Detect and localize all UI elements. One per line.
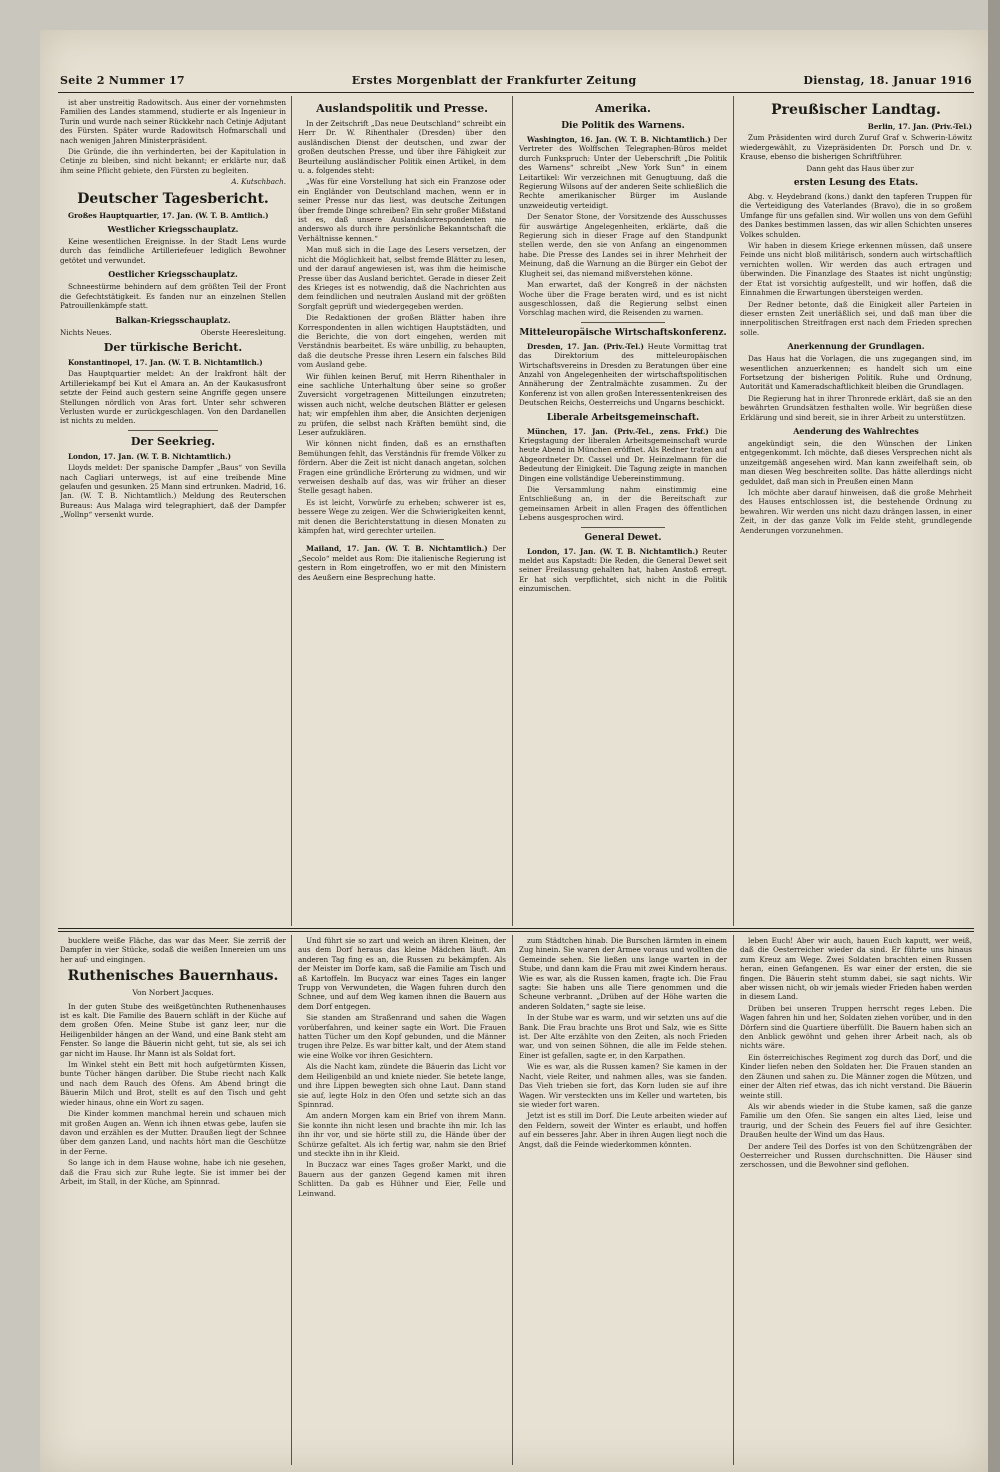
dateline: London, 17. Jan. (W. T. B. Nichtamtlich.) [527,546,699,556]
dateline: London, 17. Jan. (W. T. B. Nichtamtlich.) [68,451,232,461]
article-text: Der Vertreter des Wolffschen Telegraphen-Büros meldet durch Funkspruch: Unter der Ueberschrift „Die Politik des Warnens“ schreibt „New York Sun“ in einem Leitartikel: Wir verzeichnen mit Genugtuung, daß die Regierung Wilsons auf der anderen Seite schließlich die Rechte amerikanischer Bürger im Auslande unzweideutig verteidigt. [519,135,727,210]
article-text: Man muß sich in die Lage des Lesers versetzen, der nicht die Möglichkeit hat, selbst fremde Blätter zu lesen, und der darauf angewiesen ist, was ihm die heimische Presse über das Ausland berichtet. Gerade in dieser Zeit des Krieges ist es notwendig, daß die Nachrichten aus dem feindlichen und neutralen Ausland mit der größten Sorgfalt geprüft und wiedergegeben werden. [298,245,506,311]
article-text: Im Winkel steht ein Bett mit hoch aufgetürmten Kissen, bunte Tücher hängen darüber. Die Stube riecht nach Kalk und nach dem Rauch des Ofens. Am Abend bringt die Bäuerin Milch und Brot, stellt es auf den Tisch und geht wieder hinaus, ohne ein Wort zu sagen. [60,1060,286,1107]
divider [360,539,443,540]
article-text: Jetzt ist es still im Dorf. Die Leute arbeiten wieder auf den Feldern, soweit der Winter es erlaubt, und hoffen auf ein besseres Jahr. Aber in ihren Augen liegt noch die Angst, daß die Feinde wiederkommen könnten. [519,1111,727,1149]
feuilleton-column-3 [519,936,727,1462]
article-title: Preußischer Landtag. [771,102,941,118]
feuilleton-column-1 [60,936,286,1462]
section-title: Balkan-Kriegsschauplatz. [115,314,231,325]
masthead-date: Dienstag, 18. Januar 1916 [803,73,972,87]
article-text: Reuter meldet aus Kapstadt: Die Reden, die General Dewet seit seiner Freilassung gehalten hat, haben Anstoß erregt. Er hat sich verpflichtet, sich nicht in die Politik einzumischen. [519,546,727,594]
column-rule [512,96,513,926]
dateline: Mailand, 17. Jan. (W. T. B. Nichtamtlich.) [306,544,488,554]
article-text: ist aber unstreitig Radowitsch. Aus einer der vornehmsten Familien des Landes stammend, studierte er als Ingenieur in Turin und wurde nach seiner Rückkehr nach Cetinje Adjutant des Fürsten. Später wurde Radowitsch Hofmarschall und nach wenigen Jahren Ministerpräsident. [60,98,286,145]
article-text: Sie standen am Straßenrand und sahen die Wagen vorüberfahren, und keiner sagte ein Wort. Die Frauen hatten Tücher um den Kopf gebunden, und die Männer trugen ihre Pelze. Es war bitter kalt, und der Atem stand wie eine Wolke vor ihren Gesichtern. [298,1013,506,1060]
report-footer [60,328,286,337]
article-text: Keine wesentlichen Ereignisse. In der Stadt Lens wurde durch das feindliche Artilleriefeuer lediglich Bewohner getötet und verwundet. [60,237,286,265]
divider [581,322,664,323]
article-text: Die Versammlung nahm einstimmig eine Entschließung an, in der die Bereitschaft zur gemeinsamen Arbeit in allen Fragen des öffentlichen Lebens ausgesprochen wird. [519,485,727,523]
article-text: Der andere Teil des Dorfes ist von den Schützengräben der Oesterreicher und Russen durchschnitten. Die Häuser sind zerschossen, und die Bewohner sind geflohen. [740,1141,972,1170]
article-text: Es ist leicht, Vorwürfe zu erheben; schwerer ist es, bessere Wege zu zeigen. Wer die Schwierigkeiten kennt, mit denen die Berichterstattung in diesen Monaten zu kämpfen hat, wird gerechter urteilen. [298,497,506,536]
divider [581,527,664,528]
article-title: Mitteleuropäische Wirtschaftskonferenz. [519,327,727,338]
article-text: Schneestürme behindern auf dem größten Teil der Front die Gefechtstätigkeit. Es fanden nur an einzelnen Stellen Patrouillenkämpfe statt. [60,282,286,311]
dateline: Washington, 16. Jan. (W. T. B. Nichtamtlich.) [527,135,711,144]
column-rule [291,935,292,1465]
masthead [60,70,972,90]
byline: Von Norbert Jacques. [132,988,214,998]
article-text: Als die Nacht kam, zündete die Bäuerin das Licht vor dem Heiligenbild an und kniete nieder. Sie betete lange, und ihre Lippen bewegten sich ohne Laut. Dann stand sie auf, legte Holz in den Ofen und setzte sich an das Spinnrad. [298,1062,506,1109]
feuilleton-column-2 [298,936,506,1462]
feuilleton-column-4 [740,936,972,1462]
signature: A. Kutschbach. [231,177,286,187]
article-text: Wir können nicht finden, daß es an ernsthaften Bemühungen fehlt, das Verständnis für fremde Völker zu fördern. Aber die Zeit ist nicht danach angetan, solchen Fragen eine gründliche Erörterung zu widmen, und wir verweisen deshalb auf das, was wir früher an dieser Stelle gesagt haben. [298,439,506,496]
article-text: In Buczacz war eines Tages großer Markt, und die Bauern aus der ganzen Gegend kamen mit ihren Schlitten. Da gab es Hühner und Eier, Felle und Leinwand. [298,1160,506,1198]
article-text: angekündigt sein, die den Wünschen der Linken entgegenkommt. Ich möchte, daß dieses Versprechen nicht als unzeitgemäß angesehen wird. Man kann zweifelhaft sein, ob man diesen Weg beschreiten sollte. Das hätte allerdings nicht geduldet, daß man sich in Preußen einen Mann [740,438,972,486]
article-title: Der türkische Bericht. [103,340,243,354]
masthead-title: Erstes Morgenblatt der Frankfurter Zeitung [351,73,637,87]
article-title: Deutscher Tagesbericht. [77,190,269,207]
article-text: Ein österreichisches Regiment zog durch das Dorf, und die Kinder liefen neben den Soldaten her. Die Frauen standen an den Zäunen und sahen zu. Die Männer zogen die Mützen, und einer der Alten rief etwas, das ich nicht verstand. Die Bäuerin weinte still. [740,1052,972,1100]
section-title: Oestlicher Kriegsschauplatz. [108,269,238,280]
article-text: Wie es war, als die Russen kamen? Sie kamen in der Nacht, viele Reiter, und nahmen alles, was sie fanden. Das Vieh trieben sie fort, das Korn luden sie auf ihre Wagen. Wir versteckten uns im Keller und warteten, bis sie wieder fort waren. [519,1062,727,1109]
section-title: ersten Lesung des Etats. [793,178,919,189]
article-subtitle: Die Politik des Warnens. [561,121,685,131]
article-text: In der guten Stube des weißgetünchten Ruthenenhauses ist es kalt. Die Familie des Bauern schläft in der Küche auf dem großen Ofen. Meine Stube ist ganz leer, nur die Heiligenbilder hängen an der Wand, und eine Bank steht am Fenster. So lange die Bäuerin nicht geht, tut sie, als sei ich gar nicht im Hause. Ihr Mann ist als Soldat fort. [60,1001,286,1058]
article-text: Heute Vormittag trat das Direktorium des mitteleuropäischen Wirtschaftsvereins in Dresden zu Beratungen über eine Anzahl von Angelegenheiten der wirtschaftspolitischen Annäherung der Zentralmächte zusammen. Zu der Konferenz ist von allen großen Interessentenkreisen des Deutschen Reichs, Oesterreichs und Ungarns beschickt. [519,341,727,408]
article-text: Die Redaktionen der großen Blätter haben ihre Korrespondenten in allen wichtigen Hauptstädten, und die Berichte, die von dort eingehen, werden mit Verständnis bearbeitet. Es wäre unbillig, zu behaupten, daß die deutsche Presse ihren Lesern ein falsches Bild vom Ausland gebe. [298,313,506,370]
section-title: Aenderung des Wahlrechtes [793,425,919,436]
article-text: Der Senator Stone, der Vorsitzende des Ausschusses für auswärtige Angelegenheiten, erklärte, daß die Regierung sich in dieser Frage auf den Standpunkt stellen werde, den sie von Anfang an eingenommen habe. Die Presse des Landes sei in ihrer Mehrheit der Meinung, daß die Warnung an die Bürger ein Gebot der Klugheit sei, das niemand mißverstehen könne. [519,212,727,278]
article-text: Als wir abends wieder in die Stube kamen, saß die ganze Familie um den Ofen. Sie sangen ein altes Lied, leise und traurig, und der Schein des Feuers fiel auf ihre Gesichter. Draußen heulte der Wind um das Haus. [740,1101,972,1140]
article-text: „Was für eine Vorstellung hat sich ein Franzose oder ein Engländer von Deutschland machen, wenn er in seiner Presse nur das liest, was deutsche Zeitungen über fremde Dinge schreiben? Ein sehr großer Mißstand ist es, daß unsere Auslandskorrespondenten nie anderswo als durch ihre persönliche Bekanntschaft die Verhältnisse kennen.“ [298,177,506,243]
column-2 [298,98,506,924]
article-text: So lange ich in dem Hause wohne, habe ich nie gesehen, daß die Frau sich zur Ruhe legte. Sie ist immer bei der Arbeit, im Stall, in der Küche, am Spinnrad. [60,1158,286,1186]
article-text: Der Redner betonte, daß die Einigkeit aller Parteien in dieser ernsten Zeit unerläßlich sei, und daß man über die innerpolitischen Streitfragen erst nach dem Frieden sprechen solle. [740,299,972,337]
dateline: Berlin, 17. Jan. (Priv.-Tel.) [867,122,972,131]
article-text: Die Regierung hat in ihrer Thronrede erklärt, daß sie an den bewährten Grundsätzen festhalten wolle. Wir begrüßen diese Erklärung und sind bereit, sie in ihrer Arbeit zu unterstützen. [740,393,972,422]
article-text: Man erwartet, daß der Kongreß in der nächsten Woche über die Frage beraten wird, und es ist nicht ausgeschlossen, daß die Regierung selbst einen Vorschlag machen wird, die Reisenden zu warnen. [519,280,727,318]
feuilleton-rule [58,931,974,932]
article-title: General Dewet. [584,532,662,543]
column-3 [519,98,727,924]
article-title: Auslandspolitik und Presse. [316,102,488,115]
masthead-page-number: Seite 2 Nummer 17 [60,73,185,87]
article-text: bucklere weiße Fläche, das war das Meer. Sie zerriß der Dampfer in vier Stücke, sodaß die weißen Innereien um uns her auf- und eingingen. [60,936,286,964]
column-rule [291,96,292,926]
article-text: Lloyds meldet: Der spanische Dampfer „Baus“ von Sevilla nach Cagliari unterwegs, ist auf eine treibende Mine gelaufen und gesunken. 25 Mann sind ertrunken. Madrid, 16. Jan. (W. T. B. Nichtamtlich.) Meldung des Reuterschen Bureaus: Aus Malaga wird telegraphiert, daß der Dampfer „Wollnp“ versenkt wurde. [60,463,286,520]
column-1 [60,98,286,924]
article-text: Und führt sie so zart und weich an ihren Kleinen, der aus dem Dorf heraus das kleine Mädchen läuft. Am anderen Tag fing es an, die Russen zu bekämpfen. Als der Meister im Dorfe kam, saß die Familie am Tisch und aß Kartoffeln. Im Bucyacz war eines Tages ein langer Trupp von Verwundeten, die Wagen fuhren durch den Schnee, und auf dem Weg kamen ihnen die Bauern aus dem Dorf entgegen. [298,936,506,1011]
article-text: leben Euch! Aber wir auch, hauen Euch kaputt, wer weiß, daß die Oesterreicher wieder da sind. Er führte uns hinaus zum Kreuz am Wege. Zwei Soldaten brachten einen Russen heran, einen Gefangenen. Es war einer der ersten, die sie fingen. Die Bäuerin steht stumm dabei, sie sagt nichts. Wir aber wissen nicht, ob wir jemals wieder Frieden haben werden in diesem Land. [740,936,972,1002]
column-4 [740,98,972,924]
section-title: Anerkennung der Grundlagen. [787,341,925,352]
column-rule [733,935,734,1465]
section-title: Westlicher Kriegsschauplatz. [107,224,239,235]
column-rule [733,96,734,926]
article-text: Wir haben in diesem Kriege erkennen müssen, daß unsere Feinde uns nicht bloß militärisch, sondern auch wirtschaftlich vernichten wollen. Wir werden das auch ertragen und überwinden. Die Finanzlage des Staates ist nicht ungünstig; der Etat ist vorsichtig aufgestellt, und wir hoffen, daß die Einnahmen die Erwartungen übersteigen werden. [740,241,972,298]
feuilleton-rule [58,928,974,929]
article-text: In der Zeitschrift „Das neue Deutschland“ schreibt ein Herr Dr. W. Rihenthaler (Dresden) über den ausländischen Dienst der deutschen, und zwar der großen deutschen Presse, und über ihre Fähigkeit zur Beurteilung ausländischer Politik einen Artikel, in dem u. a. folgendes steht: [298,119,506,176]
article-title: Amerika. [595,102,651,115]
dateline: München, 17. Jan. (Priv.-Tel., zens. Frkf.) [527,426,709,436]
article-text: zum Städtchen hinab. Die Burschen lärmten in einem Zug hinein. Sie waren der Armee voraus und wollten die Gemeinde sehen. Sie ließen uns lange warten in der Stube, und dann kam die Frau mit zwei Kindern heraus. Wie es war, als die Russen kamen, fragte ich. Die Frau sagte: Sie haben uns alle Tiere genommen und die Scheune verbrannt. „Drüben auf der Höhe warten die anderen Soldaten,“ sagte sie leise. [519,936,727,1011]
article-text: Die Kinder kommen manchmal herein und schauen mich mit großen Augen an. Wenn ich ihnen etwas gebe, laufen sie davon und erzählen es der Mutter. Draußen liegt der Schnee über dem ganzen Land, und nachts hört man die Geschütze in der Ferne. [60,1109,286,1156]
article-title: Ruthenisches Bauernhaus. [67,968,279,985]
article-title: Der Seekrieg. [130,434,216,448]
dateline: Großes Hauptquartier, 17. Jan. (W. T. B. Amtlich.) [68,210,269,220]
article-text: Wir fühlen keinen Beruf, mit Herrn Rihenthaler in eine sachliche Unterhaltung über seine so großer Zuversicht vorgetragenen Mitteilungen einzutreten; wissen auch nicht, welche deutschen Blätter er gelesen hat; wir empfehlen ihm aber, die Ansichten derjenigen zu prüfen, die selbst nach Kräften bemüht sind, die Leser aufzuklären. [298,371,506,437]
divider [128,430,218,431]
article-text: Der „Secolo“ meldet aus Rom: Die italienische Regierung ist gestern in Rom eingetroffen, wo er mit den Ministern des Aeußern eine Besprechung hatte. [298,544,506,582]
article-text: Die Kriegstagung der liberalen Arbeitsgemeinschaft wurde heute Abend in München eröffnet. Als Redner traten auf Abgeordneter Dr. Cassel und Dr. Heinzelmann für die Bedeutung der Einigkeit. Die Tagung zeigte in manchen Dingen eine vollständige Uebereinstimmung. [519,426,727,483]
article-text: Die Gründe, die ihn verhinderten, bei der Kapitulation in Cetinje zu bleiben, sind nicht bekannt; er erklärte nur, daß ihm seine Pflicht gebiete, den Fürsten zu begleiten. [60,147,286,175]
dateline: Dresden, 17. Jan. (Priv.-Tel.) [527,341,644,351]
page-edge [988,0,1000,1472]
masthead-rule [58,92,974,93]
article-text: Drüben bei unseren Truppen herrscht reges Leben. Die Wagen fahren hin und her, Soldaten ziehen vorüber, und in den Dörfern sind die Quartiere überfüllt. Die Bauern haben sich an den Anblick gewöhnt und gehen ihrer Arbeit nach, als ob nichts wäre. [740,1003,972,1051]
article-text: Das Haus hat die Vorlagen, die uns zugegangen sind, im wesentlichen anzuerkennen; es handelt sich um eine Fortsetzung der bisherigen Politik. Ruhe und Ordnung, Autorität und Kameradschaftlichkeit bleiben die Grundlagen. [740,354,972,392]
article-text: Ich möchte aber darauf hinweisen, daß die große Mehrheit des Hauses entschlossen ist, die bestehende Ordnung zu bewahren. Wir werden uns nicht dazu drängen lassen, in einer Zeit, in der das ganze Volk im Felde steht, grundlegende Aenderungen vorzunehmen. [740,488,972,535]
dateline: Konstantinopel, 17. Jan. (W. T. B. Nichtamtlich.) [68,357,263,367]
article-text: Das Hauptquartier meldet: An der Irakfront hält der Artilleriekampf bei Kut el Amara an. An der Kaukasusfront setzte der Feind auch gestern seine Angriffe gegen unsere Stellungen nördlich von Aras fort. Unter sehr schweren Verlusten wurde er zurückgeschlagen. Von den Dardanellen ist nichts zu melden. [60,369,286,426]
article-text: Dann geht das Haus über zur [806,163,914,173]
signature: Oberste Heeresleitung. [200,327,286,337]
article-title: Liberale Arbeitsgemeinschaft. [546,412,700,423]
article-text: In der Stube war es warm, und wir setzten uns auf die Bank. Die Frau brachte uns Brot und Salz, wie es Sitte ist. Der Alte erzählte von den Zeiten, als noch Frieden war, und von seinen Söhnen, die alle im Felde stehen. Einer ist gefallen, sagte er, in den Karpathen. [519,1013,727,1060]
article-text: Am andern Morgen kam ein Brief von ihrem Mann. Sie konnte ihn nicht lesen und brachte ihn mir. Ich las ihn ihr vor, und sie hörte still zu, die Hände über der Schürze gefaltet. Als ich fertig war, nahm sie den Brief und steckte ihn in ihr Kleid. [298,1111,506,1158]
newspaper-page [40,30,988,1472]
column-rule [512,935,513,1465]
article-text: Zum Präsidenten wird durch Zuruf Graf v. Schwerin-Löwitz wiedergewählt, zu Vizepräsidenten Dr. Porsch und Dr. v. Krause, ebenso die bisherigen Schriftführer. [740,133,972,162]
article-text: Abg. v. Heydebrand (kons.) dankt den tapferen Truppen für die Verteidigung des Vaterlandes (Bravo), die in so großem Umfange für uns gefallen sind. Wir wollen uns von dem Gefühl des Dankes bestimmen lassen, das wir allen Schichten unseres Volkes schulden. [740,192,972,239]
article-text: Nichts Neues. [60,327,112,337]
